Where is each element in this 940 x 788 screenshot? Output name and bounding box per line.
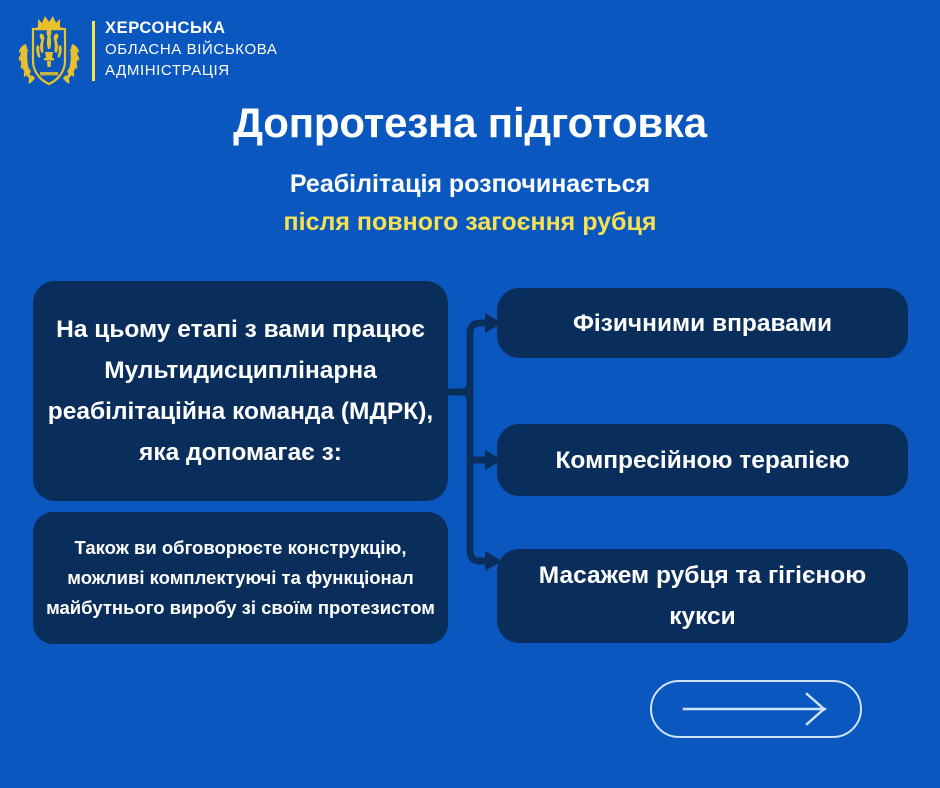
title-block [0,98,940,238]
org-name-line-2: ОБЛАСНА ВІЙСЬКОВА [105,41,278,58]
card-item-compression [497,424,908,496]
card-item-massage [497,549,908,643]
subtitle-primary: Реабілітація розпочинається [289,170,651,198]
org-name-line-3: АДМІНІСТРАЦІЯ [105,62,230,79]
page-header [0,0,940,96]
card-multidisciplinary-team [33,281,448,501]
header-divider [92,21,95,81]
arrow-right-icon [652,682,860,736]
card-item-massage-text: Масажем рубця та гігієною кукси [538,562,867,630]
org-name-line-1: ХЕРСОНСЬКА [105,19,226,37]
subtitle-highlight: після повного загоєння рубця [283,208,657,236]
card-item-exercise-text: Фізичними вправами [572,309,833,337]
next-slide-button[interactable] [650,680,862,738]
card-prosthetist-note [33,512,448,644]
card-item-compression-text: Компресійною терапією [555,446,850,474]
organization-name [105,18,277,81]
kherson-oblast-coat-of-arms-icon [16,11,82,89]
card-prosthetist-note-text: Також ви обговорюєте конструкцію, можливі комплектуючі та функціонал майбутнього виробу зі своїм протезистом [46,537,435,618]
card-multidisciplinary-team-text: На цьому етапі з вами працює Мультидисциплінарна реабілітаційна команда (МДРК), яка допомагає з: [47,316,434,466]
card-item-exercise [497,288,908,358]
page-title: Допротезна підготовка [233,99,707,146]
